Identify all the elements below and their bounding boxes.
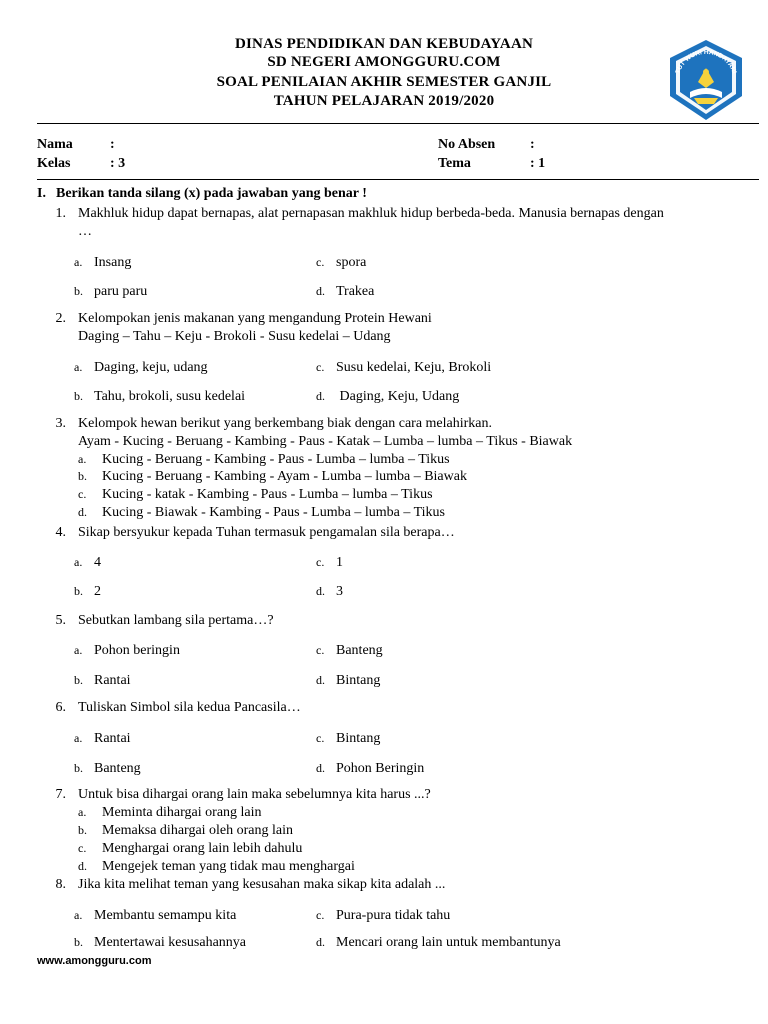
q5-option-b[interactable]: b. Rantai [74,673,131,688]
q1-option-c[interactable]: c. spora [316,255,367,270]
kelas-field[interactable]: : 3 [110,156,126,171]
question-1-text-cont: … [78,224,92,239]
q5-option-d[interactable]: d. Bintang [316,673,381,688]
question-3-text: Kelompok hewan berikut yang berkembang biak dengan cara melahirkan. [78,416,493,431]
question-2-text-cont: Daging – Tahu – Keju - Brokoli - Susu kedelai – Udang [78,329,391,344]
section-instruction: Berikan tanda silang (x) pada jawaban yang benar ! [56,186,367,201]
q6-option-d[interactable]: d. Pohon Beringin [316,761,425,776]
question-number: 3. [55,416,66,431]
q6-option-a[interactable]: a. Rantai [74,731,131,746]
q5-option-c[interactable]: c. Banteng [316,643,383,658]
q7-option-d[interactable]: d. Mengejek teman yang tidak mau menghargai [78,859,355,874]
q2-option-a[interactable]: a. Daging, keju, udang [74,360,208,375]
q1-option-b[interactable]: b. paru paru [74,284,148,299]
fields-rule [37,179,759,180]
logo-motto: TUT WURI HANDAYANI [674,48,738,75]
q5-option-a[interactable]: a. Pohon beringin [74,643,180,658]
q7-option-b[interactable]: b. Memaksa dihargai oleh orang lain [78,823,294,838]
question-number: 5. [55,613,66,628]
question-1-text: Makhluk hidup dapat bernapas, alat pernapasan makhluk hidup berbeda-beda. Manusia bernapas dengan [78,206,664,221]
q2-option-d[interactable]: d. Daging, Keju, Udang [316,389,460,404]
question-2-text: Kelompokan jenis makanan yang mengandung Protein Hewani [78,311,432,326]
question-6-text: Tuliskan Simbol sila kedua Pancasila… [78,700,301,715]
q4-option-a[interactable]: a. 4 [74,555,101,570]
question-number: 8. [55,877,66,892]
footer-url[interactable]: www.amongguru.com [37,955,152,967]
q1-option-d[interactable]: d. Trakea [316,284,375,299]
q3-option-b[interactable]: b. Kucing - Beruang - Kambing - Ayam - Lumba – lumba – Biawak [78,469,467,484]
question-number: 4. [55,525,66,540]
no-absen-label: No Absen [438,137,496,152]
header-line-4: TAHUN PELAJARAN 2019/2020 [273,93,495,109]
nama-label: Nama [37,137,73,152]
header-rule [37,123,759,124]
question-number: 7. [55,787,66,802]
tema-label: Tema [438,156,471,171]
q6-option-b[interactable]: b. Banteng [74,761,141,776]
q8-option-c[interactable]: c. Pura-pura tidak tahu [316,908,451,923]
section-numeral: I. [37,186,46,201]
nama-field[interactable]: : [110,137,115,152]
q4-option-c[interactable]: c. 1 [316,555,343,570]
q2-option-c[interactable]: c. Susu kedelai, Keju, Brokoli [316,360,492,375]
kelas-label: Kelas [37,156,71,171]
q8-option-a[interactable]: a. Membantu semampu kita [74,908,237,923]
question-number: 6. [55,700,66,715]
q6-option-c[interactable]: c. Bintang [316,731,381,746]
tema-field[interactable]: : 1 [530,156,546,171]
q4-option-d[interactable]: d. 3 [316,584,343,599]
q7-option-a[interactable]: a. Meminta dihargai orang lain [78,805,262,820]
question-4-text: Sikap bersyukur kepada Tuhan termasuk pengamalan sila berapa… [78,525,455,540]
question-8-text: Jika kita melihat teman yang kesusahan maka sikap kita adalah ... [78,877,446,892]
question-5-text: Sebutkan lambang sila pertama…? [78,613,274,628]
q8-option-b[interactable]: b. Mentertawai kesusahannya [74,935,246,950]
q8-option-d[interactable]: d. Mencari orang lain untuk membantunya [316,935,561,950]
question-number: 2. [55,311,66,326]
header-line-3: SOAL PENILAIAN AKHIR SEMESTER GANJIL [216,74,552,90]
header-line-2: SD NEGERI AMONGGURU.COM [267,54,501,70]
q4-option-b[interactable]: b. 2 [74,584,101,599]
no-absen-field[interactable]: : [530,137,535,152]
q3-option-c[interactable]: c. Kucing - katak - Kambing - Paus - Lumba – lumba – Tikus [78,487,433,502]
q2-option-b[interactable]: b. Tahu, brokoli, susu kedelai [74,389,246,404]
q1-option-a[interactable]: a. Insang [74,255,132,270]
q3-option-d[interactable]: d. Kucing - Biawak - Kambing - Paus - Lumba – lumba – Tikus [78,505,445,520]
question-3-text-cont: Ayam - Kucing - Beruang - Kambing - Paus - Katak – Lumba – lumba – Tikus - Biawak [78,434,573,449]
q3-option-a[interactable]: a. Kucing - Beruang - Kambing - Paus - Lumba – lumba – Tikus [78,452,450,467]
q7-option-c[interactable]: c. Menghargai orang lain lebih dahulu [78,841,303,856]
question-number: 1. [55,206,66,221]
tut-wuri-handayani-logo [664,38,748,122]
header-line-1: DINAS PENDIDIKAN DAN KEBUDAYAAN [234,36,534,52]
question-7-text: Untuk bisa dihargai orang lain maka sebelumnya kita harus ...? [78,787,431,802]
